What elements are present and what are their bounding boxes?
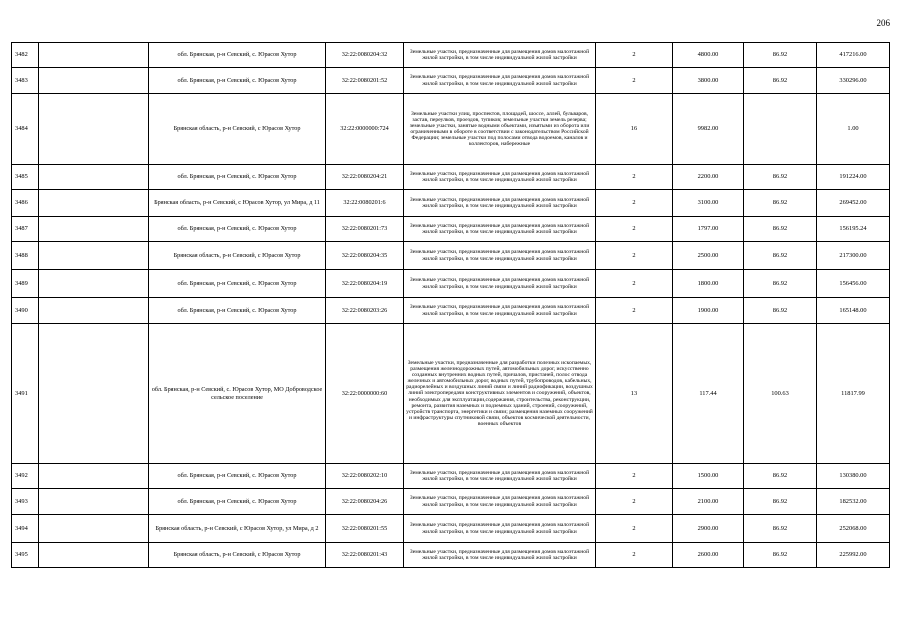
area-cell: 2600.00 <box>673 543 744 568</box>
table-row <box>12 242 890 270</box>
area-cell: 1500.00 <box>673 464 744 489</box>
land-use-group-cell: 2 <box>596 190 673 217</box>
land-use-group-cell: 2 <box>596 43 673 68</box>
specific-value-cell: 86.92 <box>744 68 817 94</box>
blank-cell <box>39 298 149 324</box>
address-cell: Брянская область, р-н Севский, с Юрасов Хутор, ул Мира, д 2 <box>149 515 326 543</box>
area-cell: 2900.00 <box>673 515 744 543</box>
blank-cell <box>39 190 149 217</box>
specific-value-cell: 86.92 <box>744 543 817 568</box>
land-use-group-cell: 2 <box>596 543 673 568</box>
cadastral-value-cell: 191224.00 <box>817 165 890 190</box>
area-cell: 2100.00 <box>673 489 744 515</box>
table-row <box>12 298 890 324</box>
area-cell: 1800.00 <box>673 270 744 298</box>
table-row <box>12 217 890 242</box>
specific-value-cell: 86.92 <box>744 190 817 217</box>
land-use-group-cell: 2 <box>596 68 673 94</box>
area-cell: 9982.00 <box>673 94 744 165</box>
specific-value-cell: 86.92 <box>744 464 817 489</box>
land-use-cell: Земельные участки, предназначенные для размещения домов малоэтажной жилой застройки, в том числе индивидуальной жилой застройки <box>404 489 596 515</box>
address-cell: Брянская область, р-н Севский, с Юрасов Хутор <box>149 94 326 165</box>
land-use-group-cell: 2 <box>596 242 673 270</box>
blank-cell <box>39 324 149 464</box>
table-row <box>12 515 890 543</box>
address-cell: обл. Брянская, р-н Севский, с. Юрасов Хутор <box>149 165 326 190</box>
table-row <box>12 94 890 165</box>
address-cell: Брянская область, р-н Севский, с Юрасов Хутор <box>149 242 326 270</box>
land-use-cell: Земельные участки, предназначенные для разработки полезных ископаемых, размещения железнодорожных путей, автомобильных дорог, искусственно созданных внутренних водных путей, причалов, пристаней, полос отвода железных и автомобильных дорог, водных путей, трубопроводов, кабельных, радиорелейных и воздушных линий связи и линий радиофикации, воздушных линий электропередачи конструктивных элементов и сооружений, объектов, необходимых для эксплуатации,содержания, строительства, реконструкции, ремонта, развития наземных и подземных зданий, строений, сооружений, устройств транспорта, энергетики и связи; размещения наземных сооружений и инфраструктуры спутниковой связи, объектов космической деятельности, военных объектов <box>404 324 596 464</box>
table-row <box>12 324 890 464</box>
table-row <box>12 464 890 489</box>
cadastral-number-cell: 32:22:0080204:32 <box>326 43 404 68</box>
record-number-cell: 3486 <box>12 190 39 217</box>
cadastral-value-cell: 330296.00 <box>817 68 890 94</box>
specific-value-cell <box>744 94 817 165</box>
area-cell: 117.44 <box>673 324 744 464</box>
blank-cell <box>39 543 149 568</box>
area-cell: 3100.00 <box>673 190 744 217</box>
land-use-cell: Земельные участки, предназначенные для размещения домов малоэтажной жилой застройки, в том числе индивидуальной жилой застройки <box>404 165 596 190</box>
record-number-cell: 3482 <box>12 43 39 68</box>
cadastral-value-cell: 217300.00 <box>817 242 890 270</box>
blank-cell <box>39 464 149 489</box>
land-use-cell: Земельные участки, предназначенные для размещения домов малоэтажной жилой застройки, в том числе индивидуальной жилой застройки <box>404 68 596 94</box>
table-row <box>12 43 890 68</box>
area-cell: 4800.00 <box>673 43 744 68</box>
table-row <box>12 165 890 190</box>
address-cell: обл. Брянская, р-н Севский, с. Юрасов Хутор <box>149 489 326 515</box>
specific-value-cell: 86.92 <box>744 43 817 68</box>
address-cell: обл. Брянская, р-н Севский, с. Юрасов Хутор <box>149 217 326 242</box>
table-row <box>12 543 890 568</box>
specific-value-cell: 86.92 <box>744 242 817 270</box>
land-use-group-cell: 2 <box>596 464 673 489</box>
land-use-cell: Земельные участки, предназначенные для размещения домов малоэтажной жилой застройки, в том числе индивидуальной жилой застройки <box>404 543 596 568</box>
blank-cell <box>39 515 149 543</box>
land-use-group-cell: 2 <box>596 298 673 324</box>
record-number-cell: 3488 <box>12 242 39 270</box>
land-use-cell: Земельные участки, предназначенные для размещения домов малоэтажной жилой застройки, в том числе индивидуальной жилой застройки <box>404 464 596 489</box>
record-number-cell: 3491 <box>12 324 39 464</box>
record-number-cell: 3484 <box>12 94 39 165</box>
land-use-group-cell: 13 <box>596 324 673 464</box>
cadastral-number-cell: 32:22:0080204:35 <box>326 242 404 270</box>
blank-cell <box>39 489 149 515</box>
land-use-cell: Земельные участки, предназначенные для размещения домов малоэтажной жилой застройки, в том числе индивидуальной жилой застройки <box>404 515 596 543</box>
cadastral-value-cell: 130380.00 <box>817 464 890 489</box>
record-number-cell: 3490 <box>12 298 39 324</box>
record-number-cell: 3485 <box>12 165 39 190</box>
land-registry-table <box>11 42 890 568</box>
specific-value-cell: 86.92 <box>744 217 817 242</box>
cadastral-value-cell: 156456.00 <box>817 270 890 298</box>
land-use-cell: Земельные участки, предназначенные для размещения домов малоэтажной жилой застройки, в том числе индивидуальной жилой застройки <box>404 298 596 324</box>
cadastral-number-cell: 32:22:0080202:10 <box>326 464 404 489</box>
blank-cell <box>39 217 149 242</box>
address-cell: обл. Брянская, р-н Севский, с. Юрасов Хутор <box>149 270 326 298</box>
land-use-group-cell: 2 <box>596 489 673 515</box>
address-cell: обл. Брянская, р-н Севский, с. Юрасов Хутор, МО Доброводское сельское поселение <box>149 324 326 464</box>
cadastral-number-cell: 32:22:0080201:73 <box>326 217 404 242</box>
table-row <box>12 68 890 94</box>
land-use-cell: Земельные участки, предназначенные для размещения домов малоэтажной жилой застройки, в том числе индивидуальной жилой застройки <box>404 43 596 68</box>
blank-cell <box>39 165 149 190</box>
blank-cell <box>39 43 149 68</box>
cadastral-value-cell: 11817.99 <box>817 324 890 464</box>
record-number-cell: 3493 <box>12 489 39 515</box>
specific-value-cell: 86.92 <box>744 165 817 190</box>
area-cell: 1900.00 <box>673 298 744 324</box>
land-use-group-cell: 2 <box>596 515 673 543</box>
record-number-cell: 3495 <box>12 543 39 568</box>
area-cell: 3800.00 <box>673 68 744 94</box>
land-use-group-cell: 2 <box>596 165 673 190</box>
cadastral-number-cell: 32:22:0080204:19 <box>326 270 404 298</box>
address-cell: обл. Брянская, р-н Севский, с. Юрасов Хутор <box>149 298 326 324</box>
table-row <box>12 190 890 217</box>
land-use-cell: Земельные участки, предназначенные для размещения домов малоэтажной жилой застройки, в том числе индивидуальной жилой застройки <box>404 190 596 217</box>
land-use-group-cell: 2 <box>596 217 673 242</box>
land-use-cell: Земельные участки, предназначенные для размещения домов малоэтажной жилой застройки, в том числе индивидуальной жилой застройки <box>404 242 596 270</box>
cadastral-number-cell: 32:22:0080204:26 <box>326 489 404 515</box>
cadastral-number-cell: 32:22:0080201:55 <box>326 515 404 543</box>
land-use-cell: Земельные участки улиц, проспектов, площадей, шоссе, аллей, бульваров, застав, переулков, проездов, тупиков; земельные участки земель резерва; земельные участки, занятые водными объектами, изъятыми из оборота или ограниченными в обороте в соответствии с законодательством Российской Федерации; земельные участки под полосами отвода водоемов, каналов и коллекторов, набережные <box>404 94 596 165</box>
registry-table-body <box>12 43 890 568</box>
blank-cell <box>39 242 149 270</box>
land-use-cell: Земельные участки, предназначенные для размещения домов малоэтажной жилой застройки, в том числе индивидуальной жилой застройки <box>404 217 596 242</box>
land-use-group-cell: 16 <box>596 94 673 165</box>
cadastral-value-cell: 165148.00 <box>817 298 890 324</box>
cadastral-value-cell: 252068.00 <box>817 515 890 543</box>
cadastral-number-cell: 32:22:0000000:60 <box>326 324 404 464</box>
record-number-cell: 3492 <box>12 464 39 489</box>
table-row <box>12 489 890 515</box>
land-use-cell: Земельные участки, предназначенные для размещения домов малоэтажной жилой застройки, в том числе индивидуальной жилой застройки <box>404 270 596 298</box>
land-use-group-cell: 2 <box>596 270 673 298</box>
specific-value-cell: 86.92 <box>744 515 817 543</box>
address-cell: обл. Брянская, р-н Севский, с. Юрасов Хутор <box>149 43 326 68</box>
area-cell: 2500.00 <box>673 242 744 270</box>
cadastral-number-cell: 32:22:0080201:43 <box>326 543 404 568</box>
cadastral-value-cell: 269452.00 <box>817 190 890 217</box>
address-cell: Брянская область, р-н Севский, с Юрасов Хутор, ул Мира, д 11 <box>149 190 326 217</box>
address-cell: Брянская область, р-н Севский, с Юрасов Хутор <box>149 543 326 568</box>
record-number-cell: 3483 <box>12 68 39 94</box>
cadastral-value-cell: 182532.00 <box>817 489 890 515</box>
cadastral-value-cell: 417216.00 <box>817 43 890 68</box>
address-cell: обл. Брянская, р-н Севский, с. Юрасов Хутор <box>149 68 326 94</box>
cadastral-value-cell: 225992.00 <box>817 543 890 568</box>
specific-value-cell: 100.63 <box>744 324 817 464</box>
specific-value-cell: 86.92 <box>744 270 817 298</box>
blank-cell <box>39 94 149 165</box>
record-number-cell: 3487 <box>12 217 39 242</box>
cadastral-number-cell: 32:22:0080201:6 <box>326 190 404 217</box>
cadastral-number-cell: 32:22:0080204:21 <box>326 165 404 190</box>
blank-cell <box>39 270 149 298</box>
record-number-cell: 3489 <box>12 270 39 298</box>
page-number: 206 <box>876 18 890 28</box>
cadastral-number-cell: 32:22:0080201:52 <box>326 68 404 94</box>
area-cell: 2200.00 <box>673 165 744 190</box>
cadastral-number-cell: 32:22:0000000:724 <box>326 94 404 165</box>
specific-value-cell: 86.92 <box>744 298 817 324</box>
cadastral-value-cell: 156195.24 <box>817 217 890 242</box>
specific-value-cell: 86.92 <box>744 489 817 515</box>
address-cell: обл. Брянская, р-н Севский, с. Юрасов Хутор <box>149 464 326 489</box>
cadastral-number-cell: 32:22:0080203:26 <box>326 298 404 324</box>
record-number-cell: 3494 <box>12 515 39 543</box>
cadastral-value-cell: 1.00 <box>817 94 890 165</box>
table-row <box>12 270 890 298</box>
blank-cell <box>39 68 149 94</box>
area-cell: 1797.00 <box>673 217 744 242</box>
